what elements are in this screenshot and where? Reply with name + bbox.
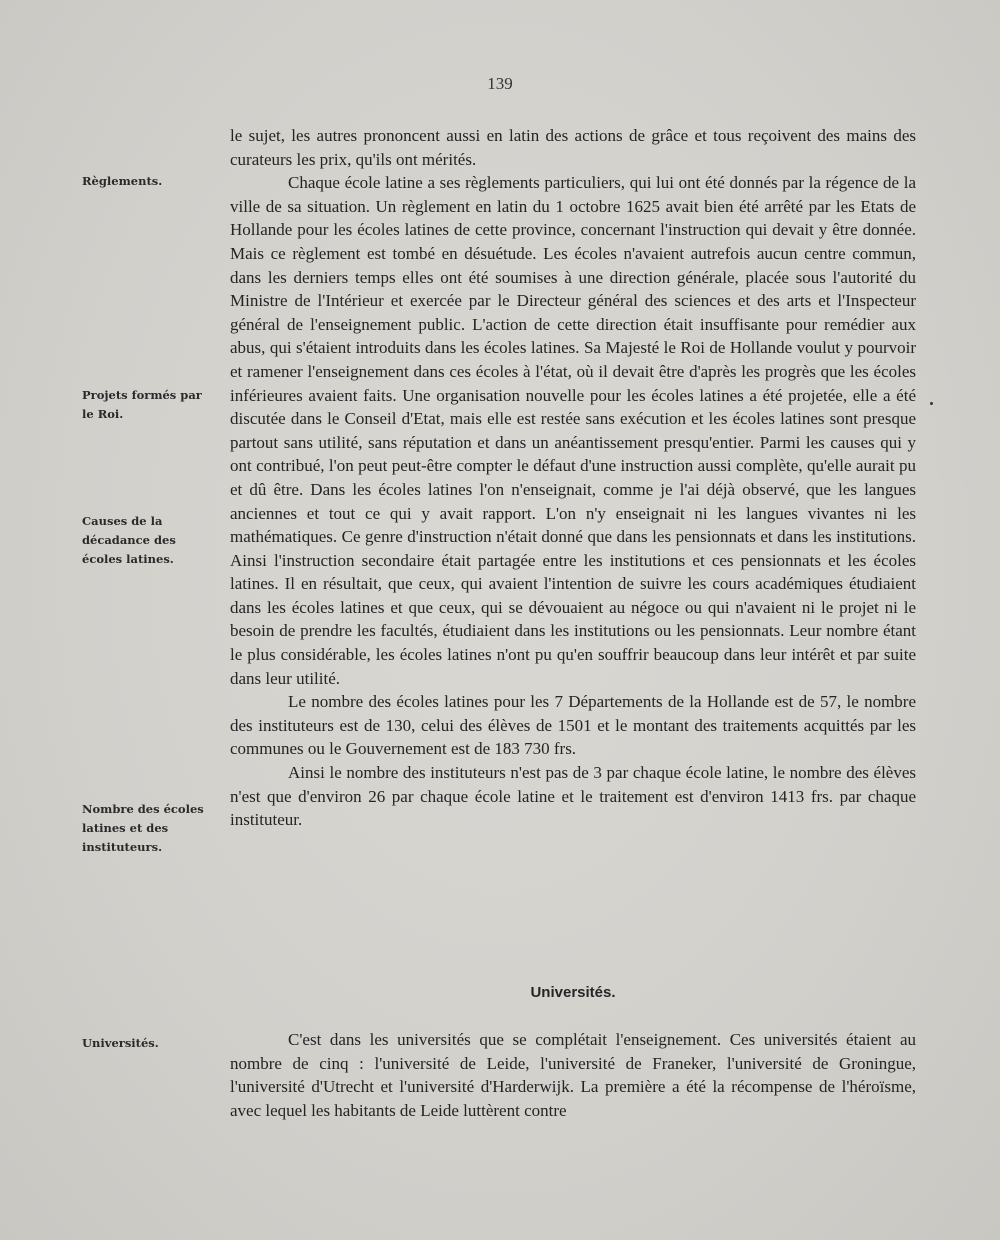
margin-note-causes: Causes de la décadance des écoles latines.	[82, 514, 176, 566]
page-number: 139	[487, 74, 513, 93]
margin-note-nombre: Nombre des écoles latines et des instituteurs.	[82, 802, 204, 854]
paragraph: Chaque école latine a ses règlements particuliers, qui lui ont été donnés par la régence de la ville de sa situation. Un règlement en latin du 1 octobre 1625 avait bien été arrêté par les Etats de Hollande pour les écoles latines de cette province, concernant l'instruction qui devait y être donnée. Mais ce règlement est tombé en désuétude. Les écoles n'avaient autrefois aucun centre commun, dans les derniers temps elles ont été soumises à une direction générale, placée sous l'autorité du Ministre de l'Intérieur et exercée par le Directeur général des sciences et des arts et l'Inspecteur général de l'enseignement public. L'action de cette direction était insuffisante pour remédier aux abus, qui s'étaient introduits dans les écoles latines. Sa Majesté le Roi de Hollande voulut y pourvoir et ramener l'enseignement dans ces écoles à l'état, où il devait être d'après les progrès que les écoles inférieures avaient faits. Une organisation nouvelle pour les écoles latines a été projetée, elle a été discutée dans le Conseil d'Etat, mais elle est restée sans exécution et les écoles latines sont presque partout sans utilité, sans réputation et dans un anéantissement presqu'entier. Parmi les causes qui y ont contribué, l'on peut peut-être compter le défaut d'une instruction aussi complète, qu'elle aurait pu et dû être. Dans les écoles latines l'on n'enseignait, comme je l'ai déjà observé, que les langues anciennes et tout ce qui y avait rapport. L'on n'y enseignait ni les langues vivantes ni les mathématiques. Ce genre d'instruction n'était donné que dans les pensionnats et dans les institutions. Ainsi l'instruction secondaire était partagée entre les institutions et ces pensionnats et les écoles latines. Il en résultait, que ceux, qui avaient l'intention de suivre les cours académiques étudiaient dans les écoles latines et que ceux, qui se dévouaient au négoce ou qui n'avaient ni le projet ni le besoin de prendre les facultés, étudiaient dans les institutions ou les pensionnats. Leur nombre étant le plus considérable, les écoles latines n'ont pu qu'en souffrir beaucoup dans leur intérêt et par suite dans leur utilité.	[230, 173, 916, 688]
paragraph: le sujet, les autres prononcent aussi en latin des actions de grâce et tous reçoivent des mains des curateurs les prix, qu'ils ont mérités.	[230, 126, 916, 169]
paragraph: Le nombre des écoles latines pour les 7 Départements de la Hollande est de 57, le nombre des instituteurs est de 130, celui des élèves de 1501 et le montant des traitements acquittés par les communes ou le Gouvernement est de 183 730 frs.	[230, 692, 916, 759]
section-text	[230, 1028, 916, 1122]
paragraph: C'est dans les universités que se complétait l'enseignement. Ces universités étaient au nombre de cinq : l'université de Leide, l'université de Franeker, l'université de Groningue, l'université d'Utrecht et l'université d'Harderwijk. La première a été la récompense de l'héroïsme, avec lequel les habitants de Leide luttèrent contre	[230, 1030, 916, 1120]
section-heading: Universités.	[530, 984, 616, 1001]
ink-speck	[930, 402, 933, 405]
paragraph: Ainsi le nombre des instituteurs n'est pas de 3 par chaque école latine, le nombre des élèves n'est que d'environ 26 par chaque école latine et le traitement est d'environ 1413 frs. par chaque instituteur.	[230, 763, 916, 830]
margin-note-reglements: Règlements.	[82, 174, 163, 188]
margin-note-universites: Universités.	[82, 1036, 159, 1050]
margin-note-projets: Projets formés par le Roi.	[82, 388, 202, 421]
main-text	[230, 124, 916, 832]
